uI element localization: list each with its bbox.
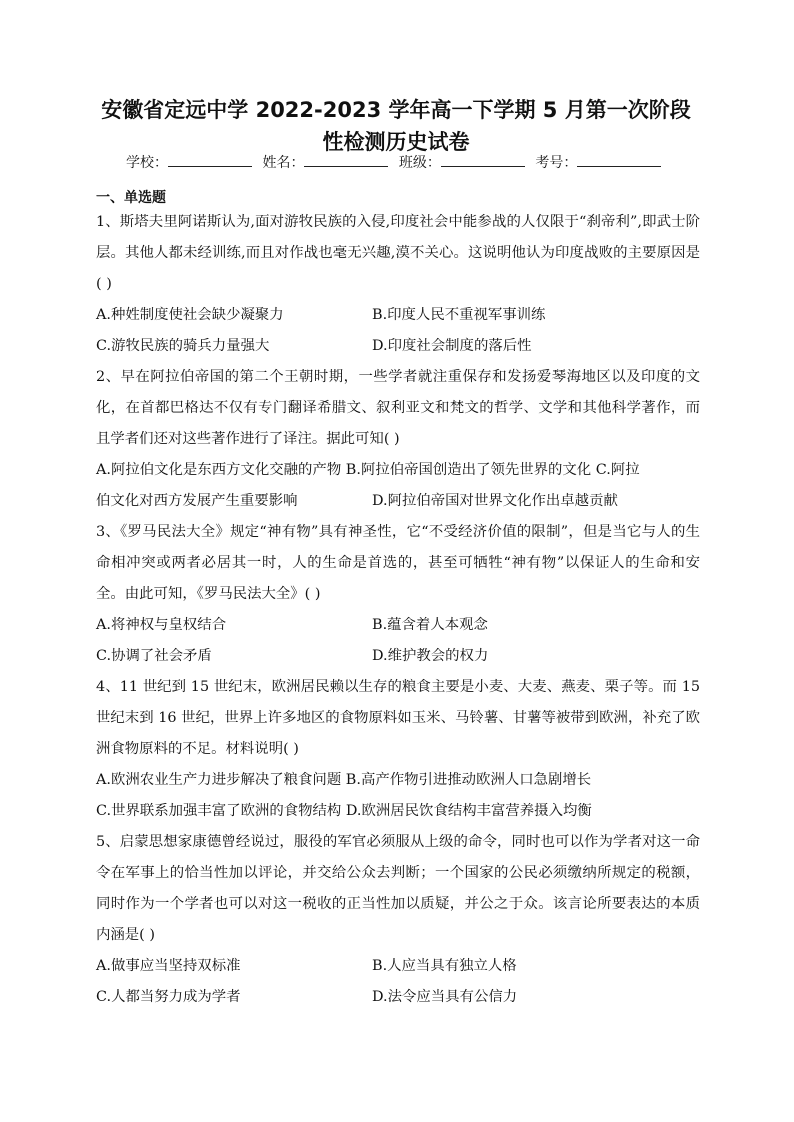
exam-title: 安徽省定远中学 2022-2023 学年高一下学期 5 月第一次阶段性检测历史试卷 xyxy=(101,98,691,154)
question-5-options-row-2 xyxy=(96,982,700,1013)
question-5-options-row-1 xyxy=(96,951,700,982)
question-3-stem: 3、《罗马民法大全》规定“神有物”具有神圣性，它“不受经济价值的限制”，但是当它与人的生命相冲突或两者必居其一时，人的生命是首选的，甚至可牺牲“神有物”以保证人的生命和安全。由此可知，《罗马民法大全》( ) xyxy=(96,524,700,602)
question-2-option-d: D.阿拉伯帝国对世界文化作出卓越贡献 xyxy=(372,493,618,509)
question-3-option-a: A.将神权与皇权结合 xyxy=(96,617,227,633)
question-1-option-c: C.游牧民族的骑兵力量强大 xyxy=(96,338,270,354)
exam-number-blank xyxy=(577,152,661,167)
question-4-options-ab: A.欧洲农业生产力进步解决了粮食问题 B.高产作物引进推动欧洲人口急剧增长 xyxy=(96,772,592,788)
question-3-option-c: C.协调了社会矛盾 xyxy=(96,648,212,664)
question-1-option-d: D.印度社会制度的落后性 xyxy=(372,338,532,354)
question-5-option-a: A.做事应当坚持双标准 xyxy=(96,958,241,974)
name-blank xyxy=(304,152,388,167)
question-2-options-row-1 xyxy=(96,455,700,486)
question-3-option-d: D.维护教会的权力 xyxy=(372,648,489,664)
question-2-stem: 2、早在阿拉伯帝国的第二个王朝时期，一些学者就注重保存和发扬爱琴海地区以及印度的文化，在首都巴格达不仅有专门翻译希腊文、叙利亚文和梵文的哲学、文学和其他科学著作，而且学者们还对这些著作进行了译注。据此可知( ) xyxy=(96,369,700,447)
question-1-stem: 1、斯塔夫里阿诺斯认为,面对游牧民族的入侵,印度社会中能参战的人仅限于“刹帝利”,即武士阶层。其他人都未经训练,而且对作战也毫无兴趣,漠不关心。这说明他认为印度战败的主要原因是( ) xyxy=(96,214,700,292)
question-2-options-row-2 xyxy=(96,486,700,517)
class-blank xyxy=(441,152,525,167)
question-3-options-row-1 xyxy=(96,610,700,641)
student-info-line xyxy=(126,152,667,173)
class-label: 班级： xyxy=(398,155,441,171)
question-5-option-d: D.法令应当具有公信力 xyxy=(372,989,518,1005)
question-5-stem: 5、启蒙思想家康德曾经说过，服役的军官必须服从上级的命令，同时也可以作为学者对这一命令在军事上的恰当性加以评论，并交给公众去判断；一个国家的公民必须缴纳所规定的税额，同时作为一个学者也可以对这一税收的正当性加以质疑，并公之于众。该言论所要表达的本质内涵是( ) xyxy=(96,834,700,943)
question-4-options-row-2 xyxy=(96,796,700,827)
question-2-options-ab: A.阿拉伯文化是东西方文化交融的产物 B.阿拉伯帝国创造出了领先世界的文化 C.阿拉 xyxy=(96,462,640,478)
question-4-options-row-1 xyxy=(96,765,700,796)
question-1-options-row-1 xyxy=(96,300,700,331)
question-5-option-b: B.人应当具有独立人格 xyxy=(372,958,517,974)
question-4-options-cd: C.世界联系加强丰富了欧洲的食物结构 D.欧洲居民饮食结构丰富营养摄入均衡 xyxy=(96,803,592,819)
school-blank xyxy=(168,152,252,167)
question-3-option-b: B.蕴含着人本观念 xyxy=(372,617,488,633)
question-2-option-c-continued: 伯文化对西方发展产生重要影响 xyxy=(96,493,298,509)
question-1-options-row-2 xyxy=(96,331,700,362)
exam-number-label: 考号： xyxy=(535,155,578,171)
question-3-options-row-2 xyxy=(96,641,700,672)
section-heading: 一、单选题 xyxy=(96,190,166,206)
question-1-option-b: B.印度人民不重视军事训练 xyxy=(372,307,546,323)
school-label: 学校： xyxy=(126,155,168,171)
question-list xyxy=(96,207,700,1013)
question-1-option-a: A.种姓制度使社会缺少凝聚力 xyxy=(96,307,284,323)
question-4-stem: 4、11 世纪到 15 世纪末，欧洲居民赖以生存的粮食主要是小麦、大麦、燕麦、栗子等。而 15 世纪末到 16 世纪，世界上许多地区的食物原料如玉米、马铃薯、甘薯等被带到欧洲，补充了欧洲食物原料的不足。材料说明( ) xyxy=(96,679,700,757)
question-5-option-c: C.人都当努力成为学者 xyxy=(96,989,241,1005)
name-label: 姓名： xyxy=(262,155,305,171)
